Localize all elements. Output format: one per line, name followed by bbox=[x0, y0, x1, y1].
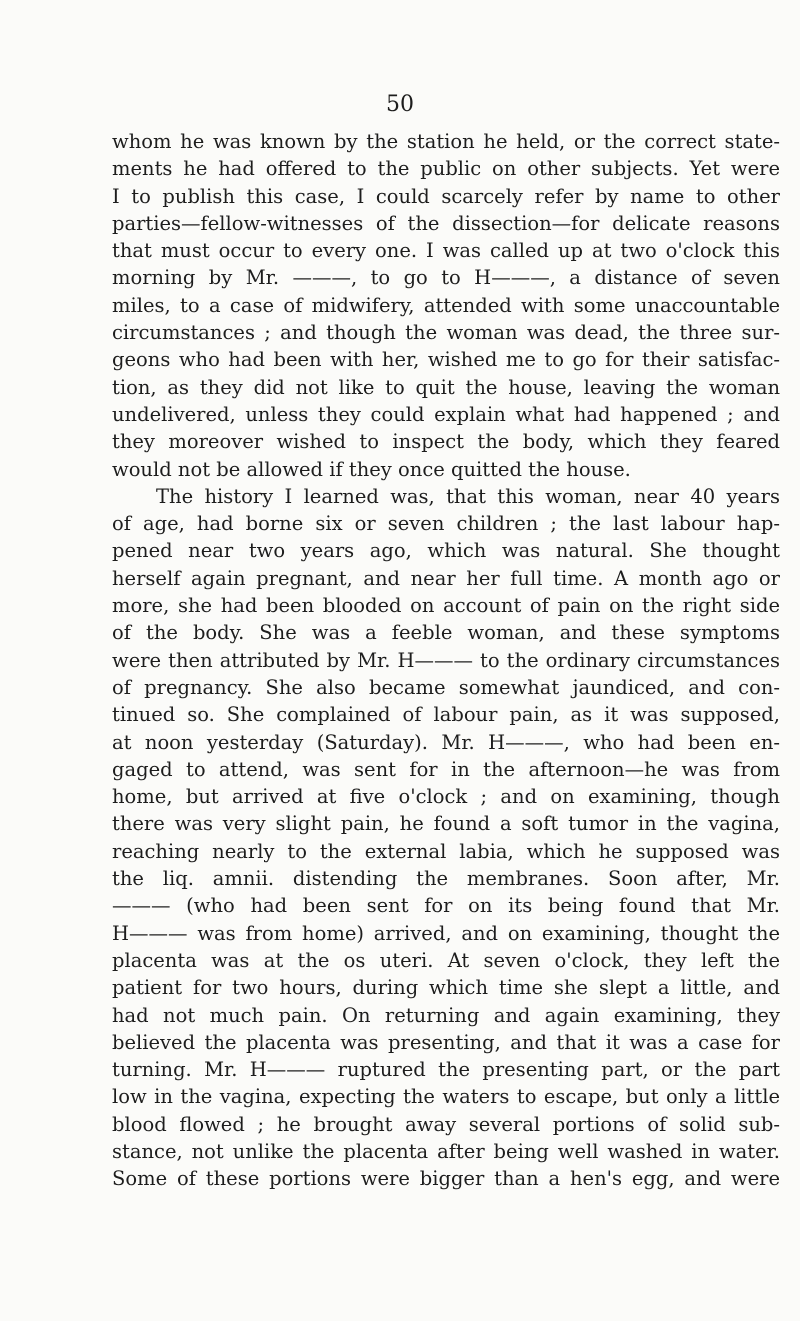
text-line: tion, as they did not like to quit the house, leaving the woman bbox=[112, 375, 780, 399]
text-line: ——— (who had been sent for on its being found that Mr. bbox=[112, 894, 780, 918]
text-line: ments he had offered to the public on other subjects. Yet were bbox=[112, 157, 780, 181]
body-text bbox=[112, 128, 780, 1193]
text-line: they moreover wished to inspect the body, which they feared bbox=[112, 430, 780, 454]
text-line: herself again pregnant, and near her full time. A month ago or bbox=[112, 566, 780, 590]
text-line: low in the vagina, expecting the waters to escape, but only a little bbox=[112, 1085, 780, 1109]
text-line: stance, not unlike the placenta after being well washed in water. bbox=[112, 1139, 780, 1163]
text-line: of pregnancy. She also became somewhat jaundiced, and con- bbox=[112, 675, 780, 699]
text-line: morning by Mr. ———, to go to H———, a distance of seven bbox=[112, 266, 780, 290]
text-line: circumstances ; and though the woman was dead, the three sur- bbox=[112, 321, 780, 345]
text-line: whom he was known by the station he held, or the correct state- bbox=[112, 130, 780, 153]
text-line: there was very slight pain, he found a soft tumor in the vagina, bbox=[112, 812, 780, 836]
text-line: reaching nearly to the external labia, which he supposed was bbox=[112, 839, 780, 863]
text-line: more, she had been blooded on account of pain on the right side bbox=[112, 594, 780, 618]
text-line: pened near two years ago, which was natural. She thought bbox=[112, 539, 780, 563]
text-line: I to publish this case, I could scarcely refer by name to other bbox=[112, 184, 780, 208]
page-number: 50 bbox=[386, 92, 414, 117]
text-line: tinued so. She complained of labour pain, as it was supposed, bbox=[112, 703, 780, 727]
text-line: placenta was at the os uteri. At seven o'clock, they left the bbox=[112, 948, 780, 972]
text-line: patient for two hours, during which time she slept a little, and bbox=[112, 976, 780, 1000]
text-line: home, but arrived at five o'clock ; and on examining, though bbox=[112, 785, 780, 809]
text-line: of the body. She was a feeble woman, and these symptoms bbox=[112, 621, 780, 645]
text-line: Some of these portions were bigger than a hen's egg, and were bbox=[112, 1167, 780, 1191]
text-line: had not much pain. On returning and again examining, they bbox=[112, 1003, 780, 1027]
text-line: gaged to attend, was sent for in the afternoon—he was from bbox=[112, 757, 780, 781]
text-line: the liq. amnii. distending the membranes. Soon after, Mr. bbox=[112, 867, 780, 891]
text-line: believed the placenta was presenting, and that it was a case for bbox=[112, 1030, 780, 1054]
text-line: miles, to a case of midwifery, attended with some unaccountable bbox=[112, 293, 780, 317]
text-line: H——— was from home) arrived, and on examining, thought the bbox=[112, 921, 780, 945]
text-line: The history I learned was, that this woman, near 40 years bbox=[156, 484, 780, 508]
text-line: were then attributed by Mr. H——— to the ordinary circumstances bbox=[112, 648, 780, 672]
text-line: parties—fellow-witnesses of the dissection—for delicate reasons bbox=[112, 211, 780, 235]
text-line: of age, had borne six or seven children ; the last labour hap- bbox=[112, 512, 780, 536]
text-line: geons who had been with her, wished me to go for their satisfac- bbox=[112, 348, 780, 372]
text-line: turning. Mr. H——— ruptured the presenting part, or the part bbox=[112, 1058, 780, 1082]
text-line: blood flowed ; he brought away several portions of solid sub- bbox=[112, 1112, 780, 1136]
text-line: would not be allowed if they once quitted the house. bbox=[112, 457, 631, 481]
text-line: that must occur to every one. I was called up at two o'clock this bbox=[112, 239, 780, 263]
text-line: undelivered, unless they could explain what had happened ; and bbox=[112, 402, 780, 426]
text-line: at noon yesterday (Saturday). Mr. H———, who had been en- bbox=[112, 730, 780, 754]
